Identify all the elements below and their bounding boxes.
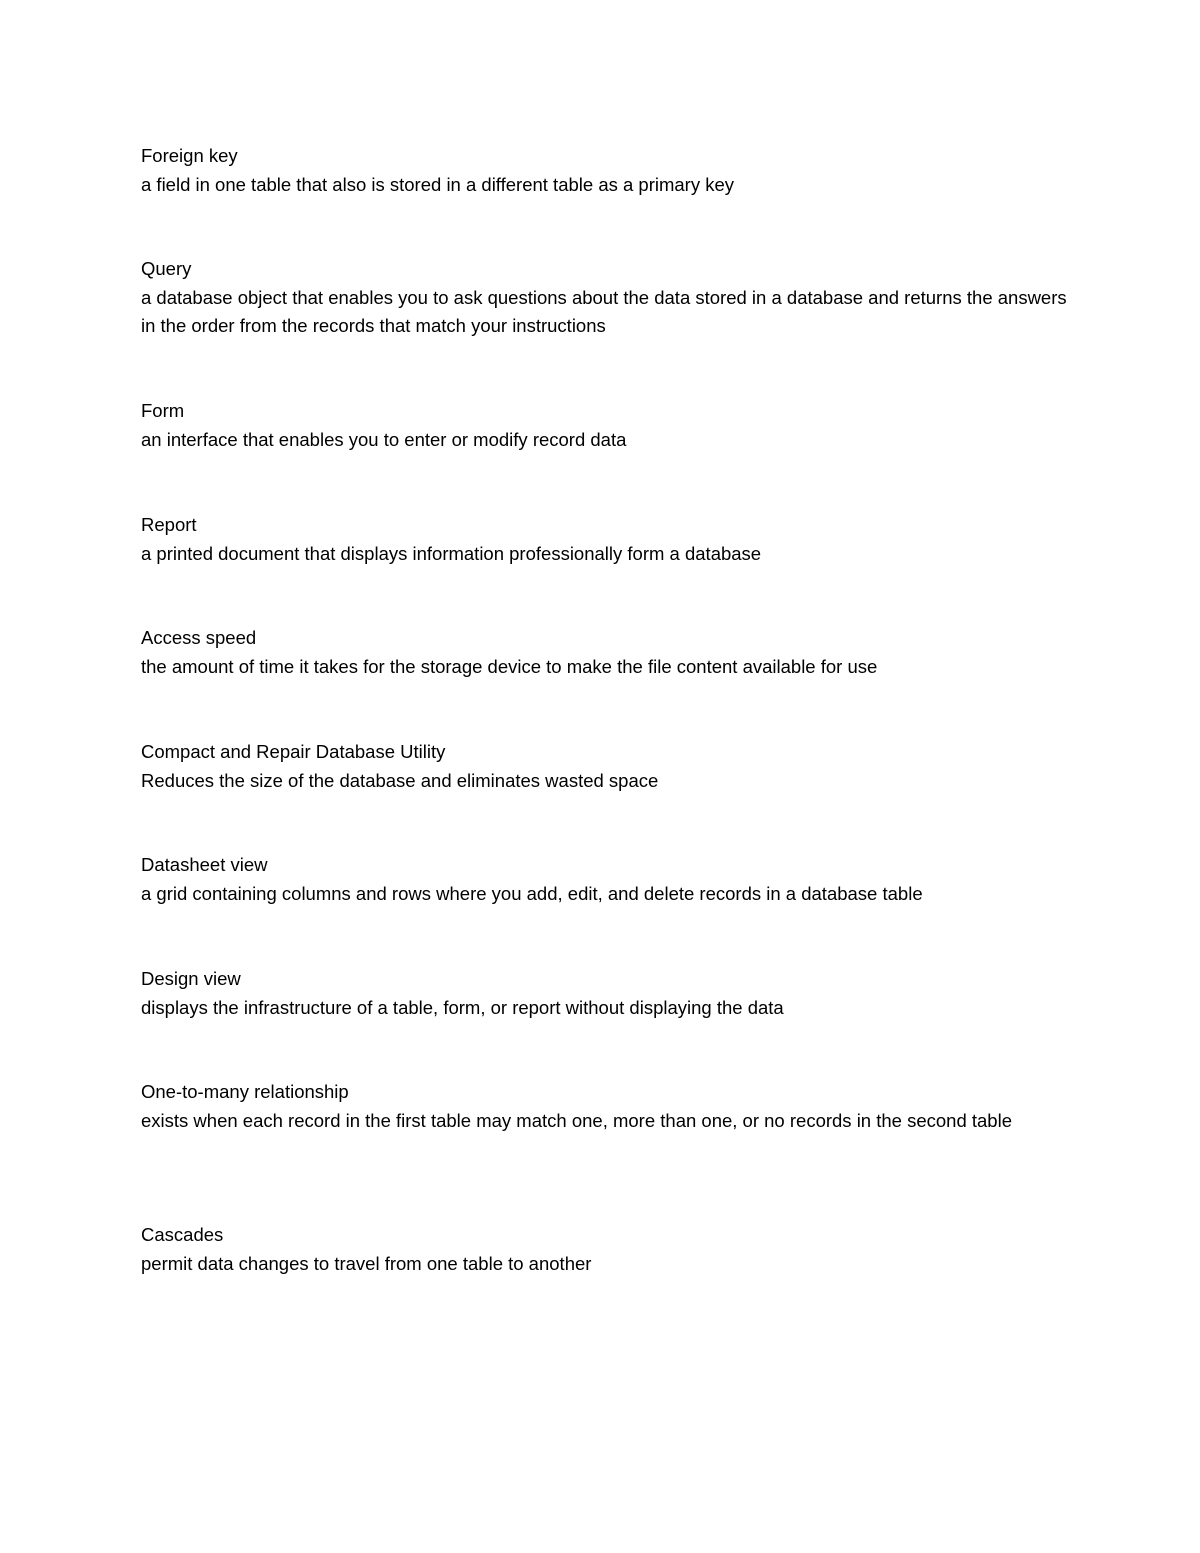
- definition-foreign-key: a field in one table that also is stored in a different table as a primary key: [141, 173, 735, 195]
- glossary-entry: [141, 624, 1071, 681]
- definition-access-speed: the amount of time it takes for the storage device to make the file content available for use: [141, 655, 878, 677]
- glossary-entry: [141, 142, 1071, 199]
- glossary-entry: [141, 1221, 1071, 1278]
- definition-report: a printed document that displays information professionally form a database: [141, 542, 762, 564]
- term-query: Query: [141, 258, 192, 279]
- definition-cascades: permit data changes to travel from one table to another: [141, 1252, 592, 1274]
- definition-design-view: displays the infrastructure of a table, form, or report without displaying the data: [141, 996, 784, 1018]
- definition-compact-and-repair: Reduces the size of the database and eliminates wasted space: [141, 769, 659, 791]
- glossary-entry: [141, 397, 1071, 454]
- term-one-to-many: One-to-many relationship: [141, 1081, 349, 1102]
- term-cascades: Cascades: [141, 1224, 224, 1245]
- term-compact-and-repair: Compact and Repair Database Utility: [141, 741, 446, 762]
- term-form: Form: [141, 400, 185, 421]
- definition-one-to-many: exists when each record in the first table may match one, more than one, or no records in the second table: [141, 1109, 1012, 1131]
- glossary-entry: [141, 1078, 1071, 1135]
- definition-query: a database object that enables you to ask questions about the data stored in a database and returns the answers in the order from the records that match your instructions: [141, 286, 1067, 336]
- term-datasheet-view: Datasheet view: [141, 854, 268, 875]
- glossary-entry: [141, 255, 1071, 341]
- definition-form: an interface that enables you to enter or modify record data: [141, 428, 627, 450]
- glossary-entry: [141, 965, 1071, 1022]
- term-foreign-key: Foreign key: [141, 145, 238, 166]
- term-design-view: Design view: [141, 968, 241, 989]
- glossary-entry: [141, 851, 1071, 908]
- definition-datasheet-view: a grid containing columns and rows where you add, edit, and delete records in a database table: [141, 882, 923, 904]
- term-access-speed: Access speed: [141, 627, 257, 648]
- glossary-entry: [141, 511, 1071, 568]
- term-report: Report: [141, 514, 197, 535]
- glossary-entry: [141, 738, 1071, 795]
